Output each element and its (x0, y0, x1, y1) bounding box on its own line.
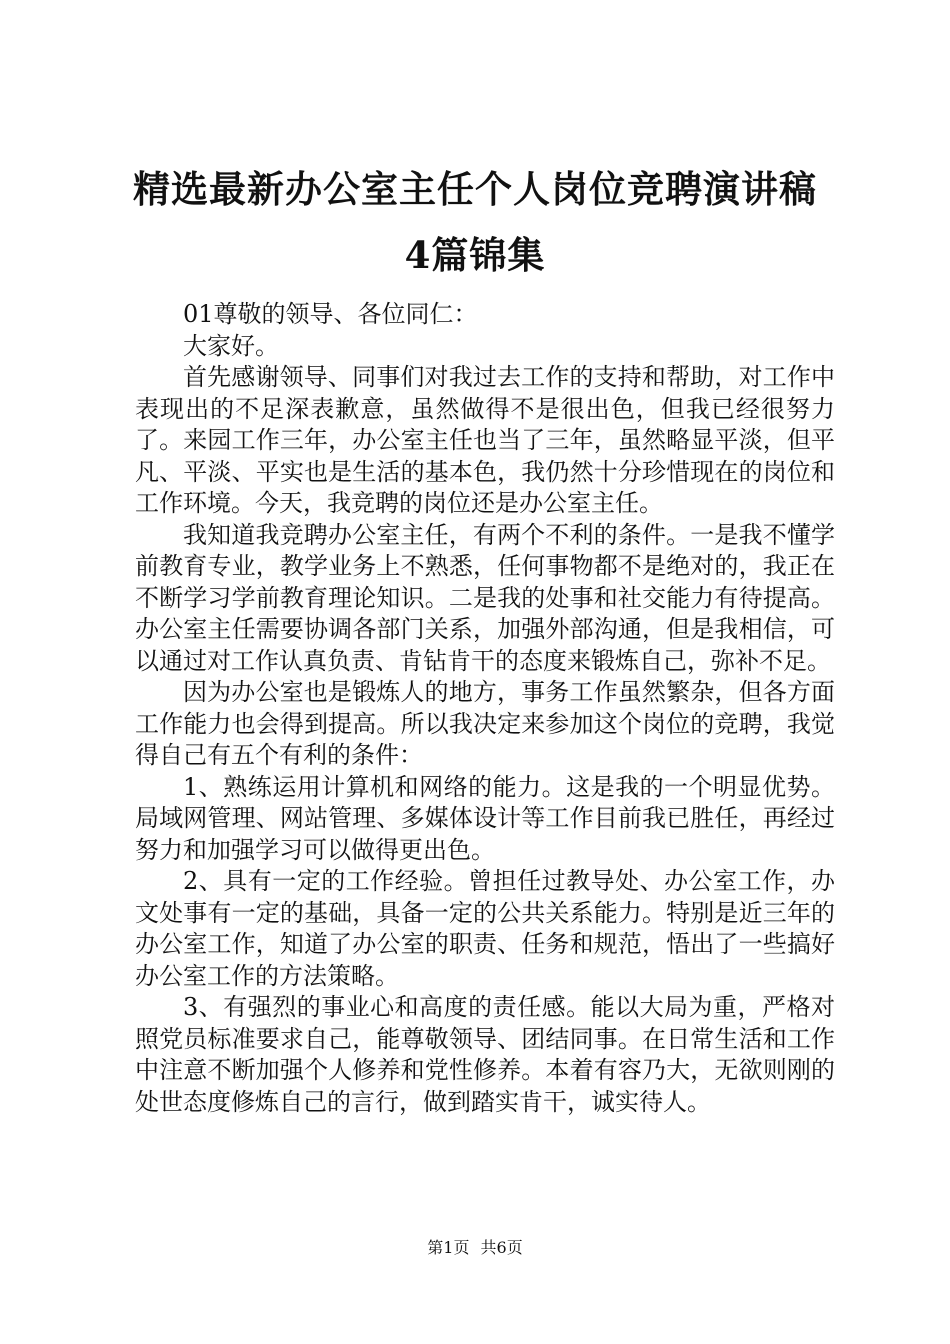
body-paragraph: 首先感谢领导、同事们对我过去工作的支持和帮助，对工作中表现出的不足深表歉意，虽然做得不是很出色，但我已经很努力了。来园工作三年，办公室主任也当了三年，虽然略显平淡，但平凡、平淡、平实也是生活的基本色，我仍然十分珍惜现在的岗位和工作环境。今天，我竞聘的岗位还是办公室主任。 (135, 363, 835, 517)
list-item-paragraph: 3、有强烈的事业心和高度的责任感。能以大局为重，严格对照党员标准要求自己，能尊敬领导、团结同事。在日常生活和工作中注意不断加强个人修养和党性修养。本着有容乃大，无欲则刚的处世态度修炼自己的言行，做到踏实肯干，诚实待人。 (135, 993, 835, 1116)
body-paragraph: 因为办公室也是锻炼人的地方，事务工作虽然繁杂，但各方面工作能力也会得到提高。所以我决定来参加这个岗位的竞聘，我觉得自己有五个有利的条件： (135, 678, 835, 769)
page-total: 共6页 (480, 1238, 523, 1257)
page-number: 第1页 (427, 1238, 470, 1257)
body-paragraph: 我知道我竞聘办公室主任，有两个不利的条件。一是我不懂学前教育专业，教学业务上不熟悉，任何事物都不是绝对的，我正在不断学习学前教育理论知识。二是我的处事和社交能力有待提高。办公室主任需要协调各部门关系，加强外部沟通，但是我相信，可以通过对工作认真负责、肯钻肯干的态度来锻炼自己，弥补不足。 (135, 520, 835, 675)
page-footer (0, 1238, 950, 1258)
list-item-paragraph: 2、具有一定的工作经验。曾担任过教导处、办公室工作，办文处事有一定的基础，具备一定的公共关系能力。特别是近三年的办公室工作，知道了办公室的职责、任务和规范，悟出了一些搞好办公室工作的方法策略。 (135, 867, 835, 990)
document-body (135, 299, 835, 1118)
salutation-paragraph: 01尊敬的领导、各位同仁： (183, 300, 478, 328)
greeting-paragraph: 大家好。 (183, 331, 279, 360)
list-item-paragraph: 1、熟练运用计算机和网络的能力。这是我的一个明显优势。局域网管理、网站管理、多媒体设计等工作目前我已胜任，再经过努力和加强学习可以做得更出色。 (135, 772, 835, 864)
document-title: 精选最新办公室主任个人岗位竞聘演讲稿4篇锦集 (133, 167, 817, 277)
